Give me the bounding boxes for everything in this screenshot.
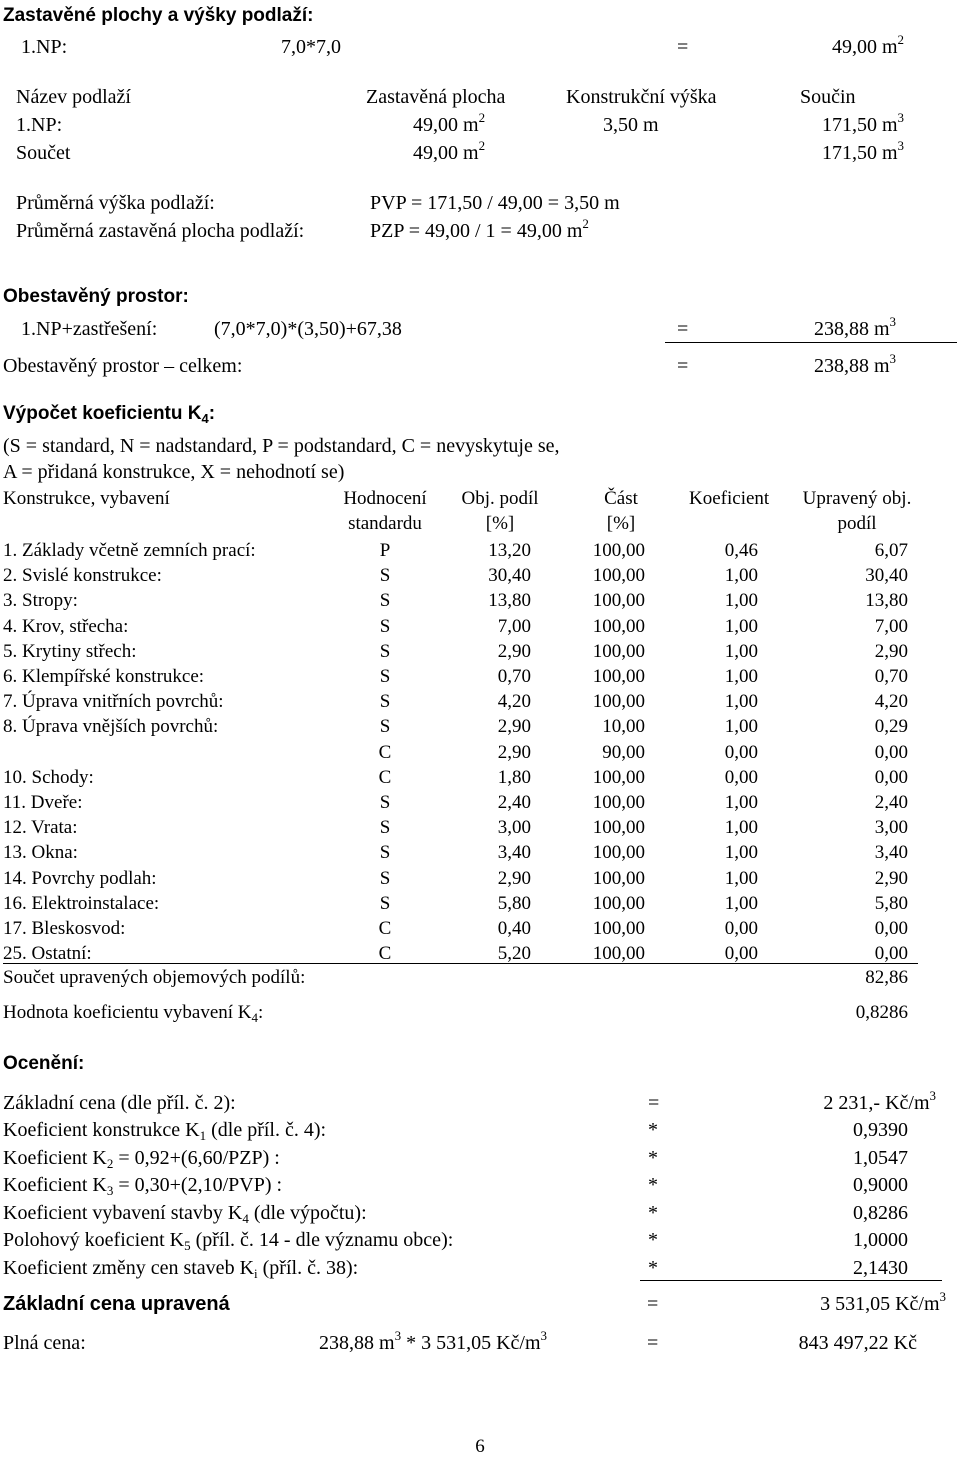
row-upraveny: 3,00: [874, 817, 908, 839]
row-standard: S: [379, 640, 391, 662]
k4-sum-divider: [3, 963, 918, 964]
row-name: 3. Stropy:: [3, 590, 78, 612]
row-cast: 90,00: [602, 741, 645, 763]
row-obj-podil: 2,40: [497, 792, 531, 813]
oceneni-row-label: Polohový koeficient $K_5$ (příl. č. 14 - dle významu obce):: [3, 1229, 454, 1253]
row-koeficient: 1,00: [724, 666, 758, 687]
row-obj-podil: 4,20: [497, 691, 531, 713]
row-name: 16. Elektroinstalace:: [3, 892, 160, 914]
k4-header-koeficient: Koeficient: [689, 488, 770, 509]
oceneni-row-value: 0,9000: [853, 1174, 908, 1196]
row-koeficient: 1,00: [724, 615, 758, 637]
row-upraveny: 2,90: [874, 867, 908, 889]
row-upraveny: 0,00: [874, 741, 908, 763]
row-upraveny: 6,07: [874, 540, 908, 561]
row-upraveny: 13,80: [865, 590, 908, 612]
row-koeficient: 0,00: [724, 918, 758, 939]
table-sum-area: 49,00 $m^2$: [413, 138, 486, 164]
np-formula: 7,0*7,0: [281, 36, 341, 58]
row-name: 11. Dveře:: [3, 792, 83, 813]
oceneni-row-operator: *: [648, 1229, 658, 1251]
row-name: 17. Bleskosvod:: [3, 918, 126, 939]
table-header-nazev: Název podlaží: [16, 86, 131, 108]
row-obj-podil: 13,20: [488, 540, 531, 561]
oceneni-row-value: 2 231,- $Kč/m^3$: [823, 1088, 936, 1114]
table-row-name: 1.NP:: [16, 114, 63, 136]
op-row-formula: (7,0*7,0)*(3,50)+67,38: [214, 318, 402, 340]
k4-sum-value: 82,86: [865, 967, 908, 988]
row-cast: 100,00: [592, 842, 645, 864]
row-obj-podil: 7,00: [497, 615, 531, 637]
table-header-plocha: Zastavěná plocha: [366, 86, 506, 108]
np-value: 49,00 $m^2$: [831, 32, 904, 58]
row-upraveny: 4,20: [874, 691, 908, 713]
np-label: 1.NP:: [21, 36, 68, 58]
row-upraveny: 7,00: [874, 615, 908, 637]
plna-cena-formula: 238,88 $m^3 * 3$ 531,05 $Kč/m^3$: [319, 1328, 547, 1354]
table-sum-name: Součet: [16, 142, 71, 164]
op-row-eq: =: [677, 318, 689, 340]
section-heading-zastavene: Zastavěné plochy a výšky podlaží:: [3, 5, 314, 26]
row-cast: 100,00: [592, 943, 645, 965]
row-obj-podil: 3,00: [497, 817, 531, 839]
row-name: 6. Klempířské konstrukce:: [3, 666, 205, 687]
row-name: 2. Svislé konstrukce:: [3, 565, 162, 587]
row-standard: S: [379, 716, 391, 738]
row-standard: P: [379, 540, 391, 561]
op-row-value: 238,88 $m^3$: [813, 314, 896, 340]
row-obj-podil: 0,40: [497, 918, 531, 939]
row-obj-podil: 5,20: [497, 943, 531, 965]
pzp-value: PZP = 49,00 / 1 = 49,00 $m^2$: [370, 216, 589, 242]
row-koeficient: 1,00: [724, 817, 758, 839]
row-cast: 100,00: [592, 792, 645, 813]
op-total-label: Obestavěný prostor – celkem:: [3, 355, 243, 377]
row-koeficient: 1,00: [724, 792, 758, 813]
page-number: 6: [475, 1436, 485, 1457]
row-upraveny: 0,70: [874, 666, 908, 687]
row-obj-podil: 2,90: [497, 867, 531, 889]
row-obj-podil: 30,40: [488, 565, 531, 587]
row-koeficient: 1,00: [724, 691, 758, 713]
row-koeficient: 1,00: [724, 867, 758, 889]
op-row-label: 1.NP+zastřešení:: [21, 318, 158, 340]
row-standard: S: [379, 867, 391, 889]
k4-header-upraveny: Upravený obj.: [802, 488, 912, 509]
oceneni-row-value: 1,0000: [853, 1229, 908, 1251]
k4-header-cast-unit: [%]: [606, 513, 636, 534]
table-header-vyska: Konstrukční výška: [566, 86, 717, 108]
row-name: 14. Povrchy podlah:: [3, 867, 157, 889]
row-upraveny: 30,40: [865, 565, 908, 587]
row-obj-podil: 2,90: [497, 716, 531, 738]
row-standard: S: [379, 817, 391, 839]
row-koeficient: 1,00: [724, 590, 758, 612]
row-name: 13. Okna:: [3, 842, 78, 864]
oceneni-row-value: 1,0547: [853, 1147, 908, 1169]
oceneni-row-label: Základní cena (dle příl. č. 2):: [3, 1092, 236, 1114]
row-standard: S: [379, 590, 391, 612]
row-standard: S: [379, 892, 391, 914]
section-heading-k4: Výpočet koeficientu $K_4$:: [3, 403, 216, 426]
row-upraveny: 3,40: [874, 842, 908, 864]
row-obj-podil: 5,80: [497, 892, 531, 914]
oceneni-row-operator: *: [648, 1257, 658, 1279]
row-koeficient: 1,00: [724, 716, 758, 738]
row-obj-podil: 1,80: [497, 766, 531, 788]
row-koeficient: 0,00: [724, 943, 758, 965]
row-cast: 100,00: [592, 691, 645, 713]
oceneni-row-operator: =: [648, 1092, 660, 1114]
row-standard: S: [379, 842, 391, 864]
row-standard: C: [378, 766, 392, 788]
plna-cena-value: 843 497,22 Kč: [798, 1332, 917, 1354]
row-koeficient: 0,00: [724, 741, 758, 763]
k4-header-obj-unit: [%]: [485, 513, 515, 534]
row-name: 12. Vrata:: [3, 817, 78, 839]
upravena-label: Základní cena upravená: [3, 1293, 230, 1315]
row-name: 10. Schody:: [3, 766, 94, 788]
table-row-area: 49,00 $m^2$: [413, 110, 486, 136]
row-cast: 100,00: [592, 540, 645, 561]
row-koeficient: 0,46: [724, 540, 758, 561]
k4-header-hodnoceni: Hodnocení: [343, 488, 427, 509]
k4-hodnota-value: 0,8286: [855, 1002, 908, 1023]
oceneni-row-label: Koeficient změny cen staveb $K_i$ (příl. č. 38):: [3, 1257, 359, 1281]
row-koeficient: 1,00: [724, 892, 758, 914]
k4-header-konstrukce: Konstrukce, vybavení: [3, 488, 170, 509]
row-cast: 100,00: [592, 817, 645, 839]
row-upraveny: 2,40: [874, 792, 908, 813]
row-name: 1. Základy včetně zemních prací:: [3, 540, 256, 561]
row-upraveny: 5,80: [874, 892, 908, 914]
pvp-label: Průměrná výška podlaží:: [16, 192, 215, 214]
plna-cena-label: Plná cena:: [3, 1332, 86, 1354]
k4-legend-line1: (S = standard, N = nadstandard, P = podstandard, C = nevyskytuje se,: [3, 435, 560, 457]
row-cast: 10,00: [602, 716, 645, 738]
row-obj-podil: 2,90: [497, 640, 531, 662]
table-header-soucin: Součin: [800, 86, 856, 108]
row-upraveny: 2,90: [874, 640, 908, 662]
row-upraveny: 0,00: [874, 766, 908, 788]
row-obj-podil: 3,40: [497, 842, 531, 864]
row-name: 8. Úprava vnějších povrchů:: [3, 716, 219, 738]
oceneni-row-label: Koeficient $K_2 = 0,92+(6,60/PZP)$ :: [3, 1147, 280, 1171]
oceneni-row-label: Koeficient $K_3 = 0,30+(2,10/PVP)$ :: [3, 1174, 283, 1198]
row-standard: S: [379, 615, 391, 637]
row-obj-podil: 2,90: [497, 741, 531, 763]
oceneni-row-label: Koeficient vybavení stavby $K_4$ (dle výpočtu):: [3, 1202, 367, 1226]
oceneni-row-operator: *: [648, 1174, 658, 1196]
row-name: 4. Krov, střecha:: [3, 615, 129, 637]
oceneni-row-label: Koeficient konstrukce $K_1$ (dle příl. č. 4):: [3, 1119, 327, 1143]
op-total-eq: =: [677, 355, 689, 377]
row-koeficient: 1,00: [724, 842, 758, 864]
row-standard: C: [378, 943, 392, 965]
row-cast: 100,00: [592, 892, 645, 914]
plna-cena-eq: =: [647, 1332, 659, 1354]
k4-sum-label: Součet upravených objemových podílů:: [3, 967, 306, 988]
row-obj-podil: 13,80: [488, 590, 531, 612]
row-name: 25. Ostatní:: [3, 943, 92, 965]
oceneni-row-operator: *: [648, 1147, 658, 1169]
row-upraveny: 0,29: [874, 716, 908, 738]
row-standard: S: [379, 792, 391, 813]
k4-header-obj-podil: Obj. podíl: [461, 488, 539, 509]
k4-header-cast: Část: [604, 488, 638, 509]
k4-hodnota-label: Hodnota koeficientu vybavení $K_4$:: [3, 1002, 264, 1025]
oceneni-row-value: 2,1430: [853, 1257, 908, 1279]
divider-line: [665, 342, 957, 343]
row-standard: S: [379, 666, 391, 687]
row-obj-podil: 0,70: [497, 666, 531, 687]
pvp-value: PVP = 171,50 / 49,00 = 3,50 m: [370, 192, 620, 214]
table-row-product: 171,50 $m^3$: [821, 110, 904, 136]
table-sum-product: 171,50 $m^3$: [821, 138, 904, 164]
row-upraveny: 0,00: [874, 918, 908, 939]
row-koeficient: 1,00: [724, 565, 758, 587]
section-heading-oceneni: Ocenění:: [3, 1053, 85, 1074]
k4-legend-line2: A = přidaná konstrukce, X = nehodnotí se): [3, 461, 345, 483]
row-name: 7. Úprava vnitřních povrchů:: [3, 691, 224, 713]
row-upraveny: 0,00: [874, 943, 908, 965]
row-cast: 100,00: [592, 565, 645, 587]
row-cast: 100,00: [592, 867, 645, 889]
row-standard: C: [378, 918, 392, 939]
k4-header-standardu: standardu: [348, 513, 422, 534]
row-cast: 100,00: [592, 766, 645, 788]
section-heading-obestaveny: Obestavěný prostor:: [3, 286, 189, 307]
table-row-height: 3,50 m: [603, 114, 659, 136]
np-eq: =: [677, 36, 689, 58]
row-cast: 100,00: [592, 640, 645, 662]
row-cast: 100,00: [592, 918, 645, 939]
oceneni-row-operator: *: [648, 1119, 658, 1141]
row-cast: 100,00: [592, 590, 645, 612]
row-cast: 100,00: [592, 615, 645, 637]
pzp-label: Průměrná zastavěná plocha podlaží:: [16, 220, 305, 242]
row-standard: S: [379, 691, 391, 713]
oceneni-row-operator: *: [648, 1202, 658, 1224]
oceneni-divider: [640, 1280, 942, 1281]
row-standard: C: [378, 741, 392, 763]
row-cast: 100,00: [592, 666, 645, 687]
row-name: 5. Krytiny střech:: [3, 640, 137, 662]
oceneni-row-value: 0,9390: [853, 1119, 908, 1141]
row-koeficient: 0,00: [724, 766, 758, 788]
oceneni-row-value: 0,8286: [853, 1202, 908, 1224]
row-koeficient: 1,00: [724, 640, 758, 662]
op-total-value: 238,88 $m^3$: [813, 351, 896, 377]
row-standard: S: [379, 565, 391, 587]
upravena-value: 3 531,05 $Kč/m^3$: [820, 1289, 946, 1315]
k4-header-podil: podíl: [837, 513, 877, 534]
upravena-eq: =: [647, 1293, 659, 1315]
